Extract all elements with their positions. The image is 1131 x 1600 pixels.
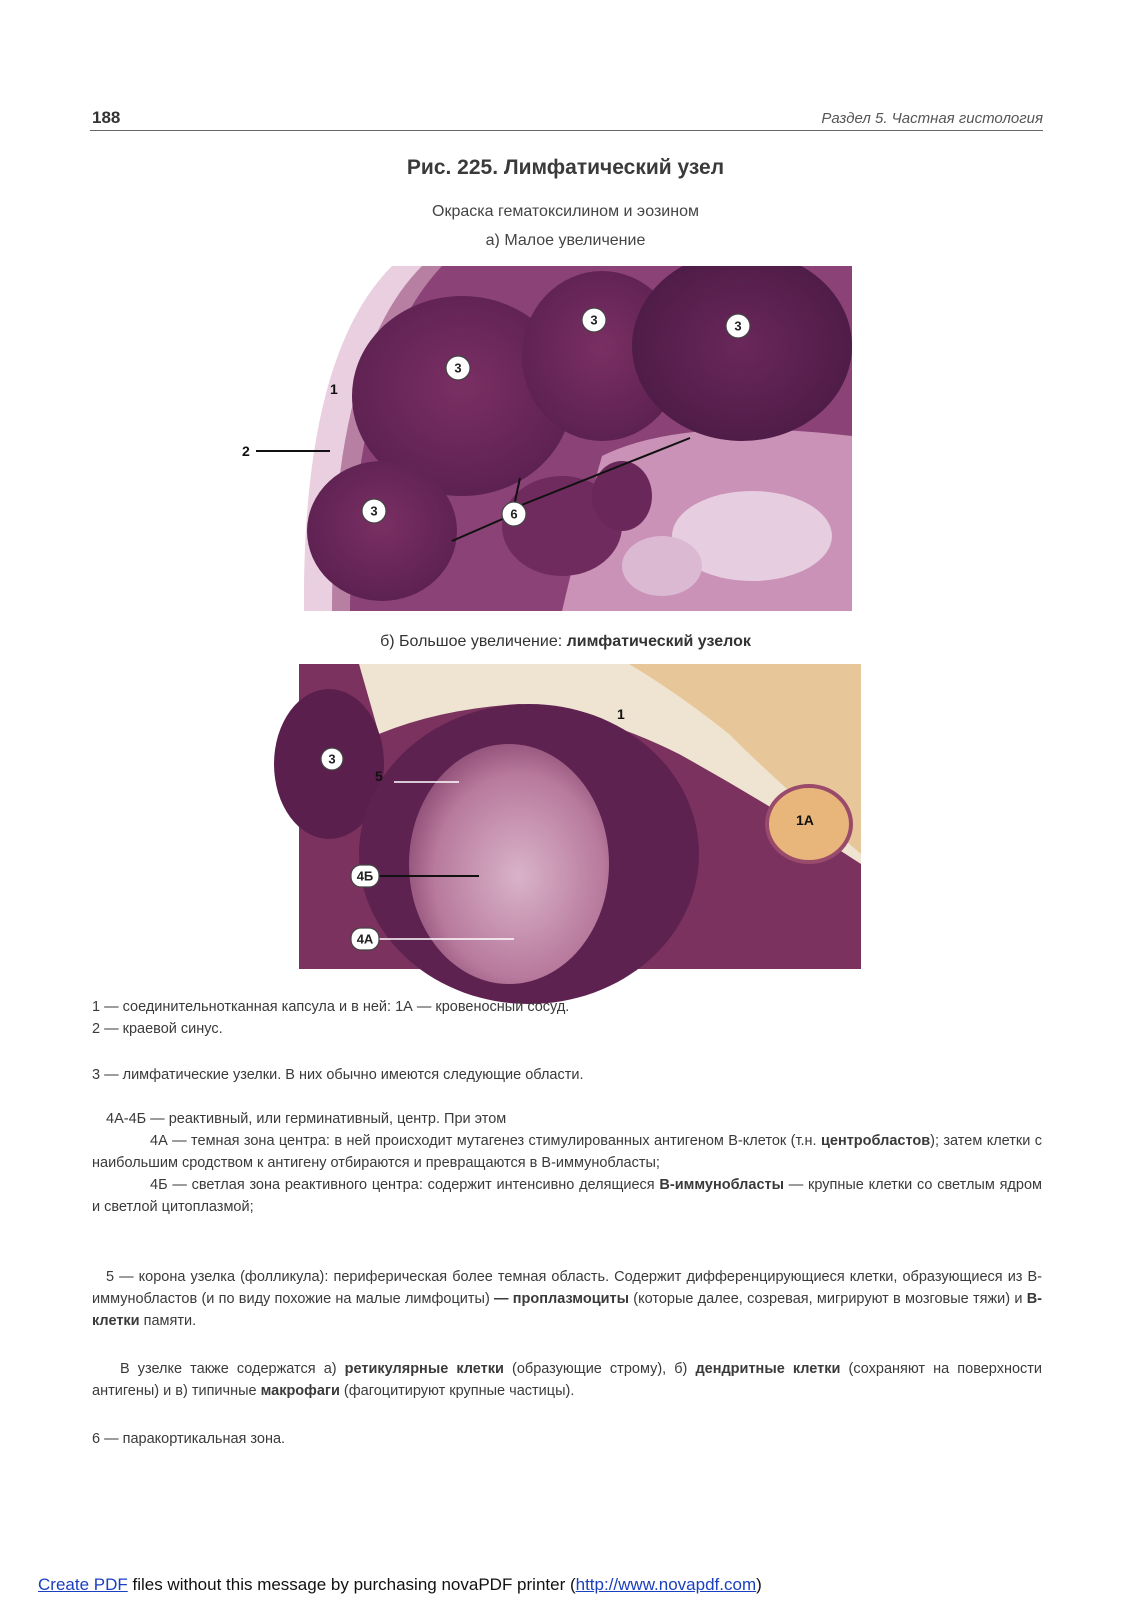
legend-item-5-text1: 5 — корона узелка (фолликула): периферическая более темная область. Содержит дифференцирующиеся клетки, образующиеся из В-иммунобластов (и по виду похожие на малые лимфоциты) (92, 1269, 1042, 1307)
follicle-3d (307, 461, 457, 601)
footer-text: files without this message by purchasing novaPDF printer ( (127, 1575, 576, 1594)
page-number: 188 (92, 108, 121, 127)
follicle-3c (632, 251, 852, 441)
legend-item-2: 2 — краевой синус. (92, 1021, 223, 1037)
callout-3-b-text: 3 (328, 751, 336, 767)
legend-item-4: 4А-4Б — реактивный, или герминативный, центр. При этом (106, 1111, 507, 1127)
legend-block-4 (92, 1108, 1042, 1218)
callout-3b-text: 3 (590, 312, 598, 328)
panel-a-micrograph (232, 266, 852, 611)
label-5: 5 (375, 768, 383, 784)
callout-4a-text: 4А (356, 931, 374, 947)
legend-item-5 (92, 1266, 1042, 1332)
callout-3d-text: 3 (370, 503, 378, 519)
panel-a-caption: а) Малое увеличение (485, 232, 646, 248)
legend-item-1: 1 — соединительнотканная капсула и в ней: 1А — кровеносный сосуд. (92, 999, 570, 1015)
legend-item-5-bold2: В-клетки (92, 1291, 1042, 1329)
legend-item-4a (92, 1130, 1042, 1174)
callout-6-text: 6 (510, 506, 518, 522)
callout-3c-text: 3 (734, 318, 742, 334)
legend-item-4b-text1: 4Б — светлая зона реактивного центра: содержит интенсивно делящиеся (150, 1177, 660, 1193)
legend-item-4a-bold: центробластов (820, 1133, 931, 1149)
novapdf-link[interactable]: http://www.novapdf.com (575, 1575, 757, 1594)
legend-extra-bold2: дендритные клетки (695, 1361, 841, 1377)
footer-text-end: ) (756, 1575, 762, 1594)
germinal-center (409, 744, 609, 984)
legend-item-4b-bold: В-иммунобласты (659, 1177, 784, 1193)
legend-item-4b (92, 1174, 1042, 1218)
legend-item-5-text3: памяти. (139, 1313, 197, 1329)
panel-b-micrograph (299, 664, 861, 969)
label-2: 2 (242, 443, 250, 459)
legend-item-5-text2: (которые далее, созревая, мигрируют в мозговые тяжи) и (629, 1291, 1027, 1307)
legend-item-4b-text2: — крупные клетки со светлым ядром и светлой цитоплазмой; (92, 1177, 1042, 1215)
legend-extra-text3: (сохраняют на поверхности антигены) и в) типичные (92, 1361, 1043, 1399)
figure-title: Рис. 225. Лимфатический узел (406, 156, 725, 179)
panel-b-caption-prefix: б) Большое увеличение: (380, 633, 567, 650)
label-1a: 1А (796, 812, 814, 828)
legend-item-3: 3 — лимфатические узелки. В них обычно имеются следующие области. (92, 1067, 584, 1083)
legend-extra-bold3: макрофаги (260, 1383, 340, 1399)
label-1: 1 (330, 381, 338, 397)
legend-extra-text2: (образующие строму), б) (503, 1361, 696, 1377)
figure-stain: Окраска гематоксилином и эозином (432, 203, 699, 220)
legend-extra (92, 1358, 1042, 1402)
create-pdf-link[interactable]: Create PDF (38, 1575, 128, 1594)
section-title: Раздел 5. Частная гистология (821, 110, 1043, 127)
label-1-b: 1 (617, 706, 625, 722)
legend-item-4a-text1: 4А — темная зона центра: в ней происходит мутагенез стимулированных антигеном В-клеток (т.н. (150, 1133, 821, 1149)
callout-3a-text: 3 (454, 360, 462, 376)
panel-b-caption-bold: лимфатический узелок (566, 633, 751, 650)
header-rule (90, 130, 1043, 131)
panel-b-caption (0, 633, 1131, 651)
callout-4b-text: 4Б (356, 868, 374, 884)
legend-item-5-bold1: — проплазмоциты (494, 1291, 630, 1307)
footer-watermark (38, 1575, 762, 1595)
legend-item-6: 6 — паракортикальная зона. (92, 1431, 286, 1447)
legend-extra-bold1: ретикулярные клетки (344, 1361, 504, 1377)
legend-extra-text4: (фагоцитируют крупные частицы). (339, 1383, 575, 1399)
legend-extra-text1: В узелке также содержатся а) (120, 1361, 345, 1377)
legend-item-4a-text2: ); затем клетки с наибольшим сродством к антигену отбираются и превращаются в В-иммунобласты; (92, 1133, 1043, 1171)
legend-block-1 (92, 996, 1042, 1040)
